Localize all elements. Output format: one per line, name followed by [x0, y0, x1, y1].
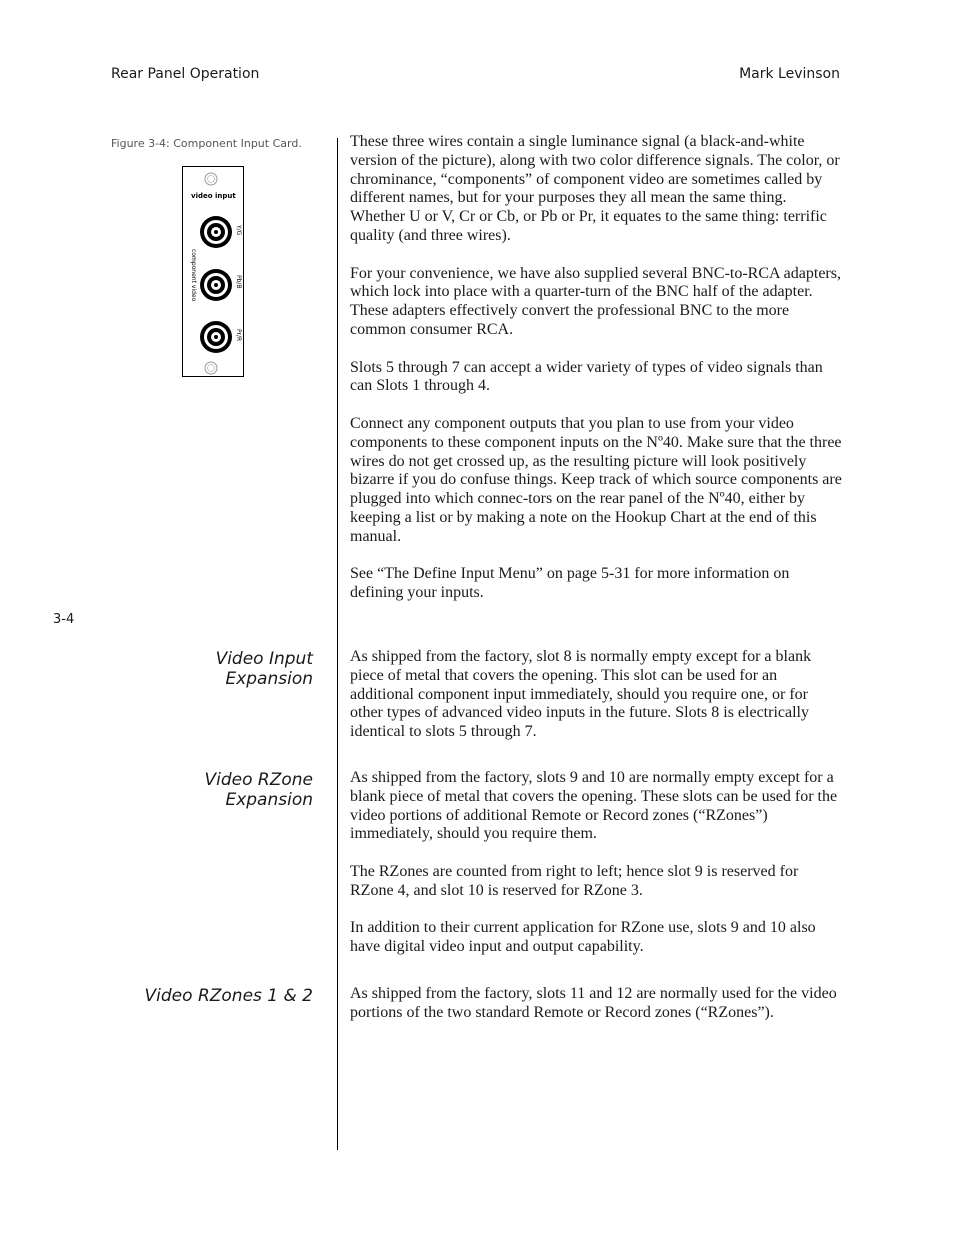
connector-label: Pr/R — [235, 329, 242, 342]
component-input-card-figure — [182, 166, 244, 377]
running-header-right: Mark Levinson — [739, 66, 840, 82]
figure-caption: Figure 3-4: Component Input Card. — [111, 137, 302, 150]
bottom-screw-icon — [205, 362, 217, 374]
paragraph: As shipped from the factory, slots 11 and 12 are normally used for the video portions of the two standard Remote or Record zones (“RZones”). — [350, 985, 837, 1021]
paragraph: As shipped from the factory, slot 8 is normally empty except for a blank piece of metal that covers the opening. This slot can be used for an additional component input immediately, should you require one, or for other types of advanced video inputs in the future. Slots 8 is electrically identical to slots 5 through 7. — [350, 648, 812, 741]
section-body-video-rzone-expansion — [350, 769, 842, 976]
bnc-connector-icon — [200, 321, 232, 353]
heading-line: Expansion — [225, 668, 313, 689]
connector-label: Y/G — [235, 225, 242, 236]
section-heading-video-input-expansion — [216, 650, 313, 689]
component-input-card-drawing — [183, 167, 243, 376]
bnc-connector-icon — [200, 269, 232, 301]
paragraph: Slots 5 through 7 can accept a wider variety of types of video signals than can Slots 1 through 4. — [350, 358, 823, 395]
section-body-video-input-expansion — [350, 648, 842, 761]
top-screw-icon — [205, 173, 217, 185]
section-heading-video-rzone-expansion — [205, 771, 314, 810]
heading-line: Expansion — [225, 789, 313, 810]
paragraph: For your convenience, we have also supplied several BNC-to-RCA adapters, which lock into place with a quarter-turn of the BNC half of the adapter. These adapters effectively convert the professional BNC to the more common consumer RCA. — [350, 264, 841, 338]
card-title: video input — [191, 192, 236, 200]
paragraph: See “The Define Input Menu” on page 5-31 for more information on defining your inputs. — [350, 565, 790, 602]
running-header-left: Rear Panel Operation — [111, 66, 260, 82]
paragraph: Connect any component outputs that you plan to use from your video components to these component inputs on the Nº40. Make sure that the three wires do not get crossed up, as the resulting picture will look positively bizarre if you do confuse things. Keep track of which source components are plugged into which connec-tors on the rear panel of the Nº40, either by keeping a list or by making a note on the Hookup Chart at the end of this manual. — [350, 414, 842, 545]
connector-label: Pb/B — [235, 275, 242, 289]
heading-line: Video RZones 1 & 2 — [144, 986, 313, 1006]
section-body-video-rzones-1-2 — [350, 985, 842, 1041]
bnc-connector-icon — [200, 216, 232, 248]
paragraph: The RZones are counted from right to left; hence slot 9 is reserved for RZone 4, and slot 10 is reserved for RZone 3. — [350, 862, 799, 899]
section-heading-video-rzones-1-2 — [145, 987, 313, 1007]
page-number: 3-4 — [53, 612, 75, 627]
heading-line: Video RZone — [204, 770, 313, 790]
heading-line: Video Input — [215, 649, 313, 669]
paragraph: These three wires contain a single luminance signal (a black-and-white version of the picture), along with two color difference signals. The color, or chrominance, “components” of component video are sometimes called by different names, but for your purposes they all mean the same thing. Whether U or V, Cr or Cb, or Pb or Pr, it equates to the same thing: terrific quality (and three wires). — [350, 133, 840, 244]
intro-text — [350, 133, 842, 622]
column-divider — [337, 138, 338, 1150]
paragraph: As shipped from the factory, slots 9 and 10 are normally empty except for a blank piece of metal that covers the opening. These slots can be used for the video portions of additional Remote or Record zones (“RZones”) immediately, should you require them. — [350, 769, 838, 843]
paragraph: In addition to their current application for RZone use, slots 9 and 10 also have digital video input and output capability. — [350, 919, 816, 956]
side-label: component video — [190, 249, 197, 302]
